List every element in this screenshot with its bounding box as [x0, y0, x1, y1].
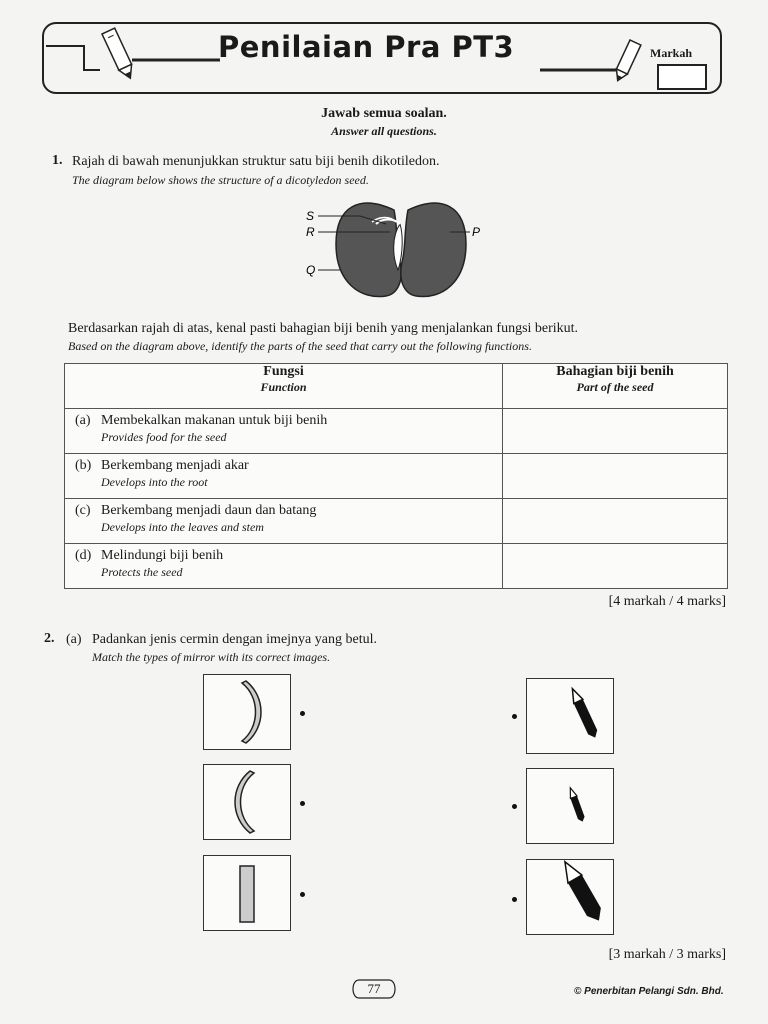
dicotyledon-seed-diagram	[300, 196, 500, 304]
question-2-number: 2.	[44, 631, 55, 646]
plane-mirror-icon	[204, 856, 290, 930]
answer-cell-b[interactable]	[503, 454, 728, 499]
table-header-function: Fungsi Function	[65, 364, 503, 409]
page-number: 77	[367, 981, 381, 996]
concave-mirror-icon	[204, 765, 290, 839]
pencil-image-magnified-icon	[527, 860, 613, 934]
mirror-match-dot-3[interactable]	[300, 892, 305, 897]
mirror-match-dot-1[interactable]	[300, 711, 305, 716]
functions-table	[64, 363, 728, 589]
answer-cell-d[interactable]	[503, 544, 728, 589]
label-q: Q	[306, 263, 316, 277]
label-r: R	[306, 225, 315, 239]
publisher-credit: © Penerbitan Pelangi Sdn. Bhd.	[574, 986, 724, 997]
image-match-dot-1[interactable]	[512, 714, 517, 719]
convex-mirror-icon	[204, 675, 290, 749]
label-p: P	[472, 225, 481, 239]
table-row: (a) Membekalkan makanan untuk biji benih Provides food for the seed	[65, 409, 728, 454]
question-1-prompt-english: Based on the diagram above, identify the parts of the seed that carry out the following functions.	[68, 339, 532, 353]
page-title: Penilaian Pra PT3	[218, 30, 515, 64]
marks-label: Markah	[650, 46, 692, 60]
table-row: (c) Berkembang menjadi daun dan batang Develops into the leaves and stem	[65, 499, 728, 544]
answer-cell-c[interactable]	[503, 499, 728, 544]
plane-mirror-box	[203, 855, 291, 931]
same-size-image-box	[526, 678, 614, 754]
marks-box[interactable]	[657, 64, 707, 90]
pencil-image-diminished-icon	[527, 769, 613, 843]
diminished-image-box	[526, 768, 614, 844]
question-1-text-english: The diagram below shows the structure of a dicotyledon seed.	[72, 173, 369, 187]
convex-mirror-box	[203, 674, 291, 750]
magnified-image-box	[526, 859, 614, 935]
pencil-icon-left	[44, 24, 224, 94]
image-match-dot-2[interactable]	[512, 804, 517, 809]
question-1-text-malay: Rajah di bawah menunjukkan struktur satu biji benih dikotiledon.	[72, 154, 440, 169]
question-2-marks: [3 markah / 3 marks]	[608, 947, 726, 962]
pencil-image-same-size-icon	[527, 679, 613, 753]
table-header-part: Bahagian biji benih Part of the seed	[503, 364, 728, 409]
concave-mirror-box	[203, 764, 291, 840]
label-s: S	[306, 209, 315, 223]
answer-cell-a[interactable]	[503, 409, 728, 454]
mirror-match-dot-2[interactable]	[300, 801, 305, 806]
question-2-part: (a)	[66, 632, 82, 647]
table-row: (b) Berkembang menjadi akar Develops into the root	[65, 454, 728, 499]
instruction-malay: Jawab semua soalan.	[321, 106, 447, 121]
question-1-prompt-malay: Berdasarkan rajah di atas, kenal pasti bahagian biji benih yang menjalankan fungsi berikut.	[68, 321, 579, 336]
question-2-text-malay: Padankan jenis cermin dengan imejnya yang betul.	[92, 632, 377, 647]
image-match-dot-3[interactable]	[512, 897, 517, 902]
question-1-marks: [4 markah / 4 marks]	[608, 594, 726, 609]
question-1-number: 1.	[52, 153, 63, 168]
question-2-text-english: Match the types of mirror with its correct images.	[92, 650, 331, 664]
pencil-icon-right	[538, 36, 658, 86]
instruction-english: Answer all questions.	[331, 124, 437, 138]
table-row: (d) Melindungi biji benih Protects the seed	[65, 544, 728, 589]
